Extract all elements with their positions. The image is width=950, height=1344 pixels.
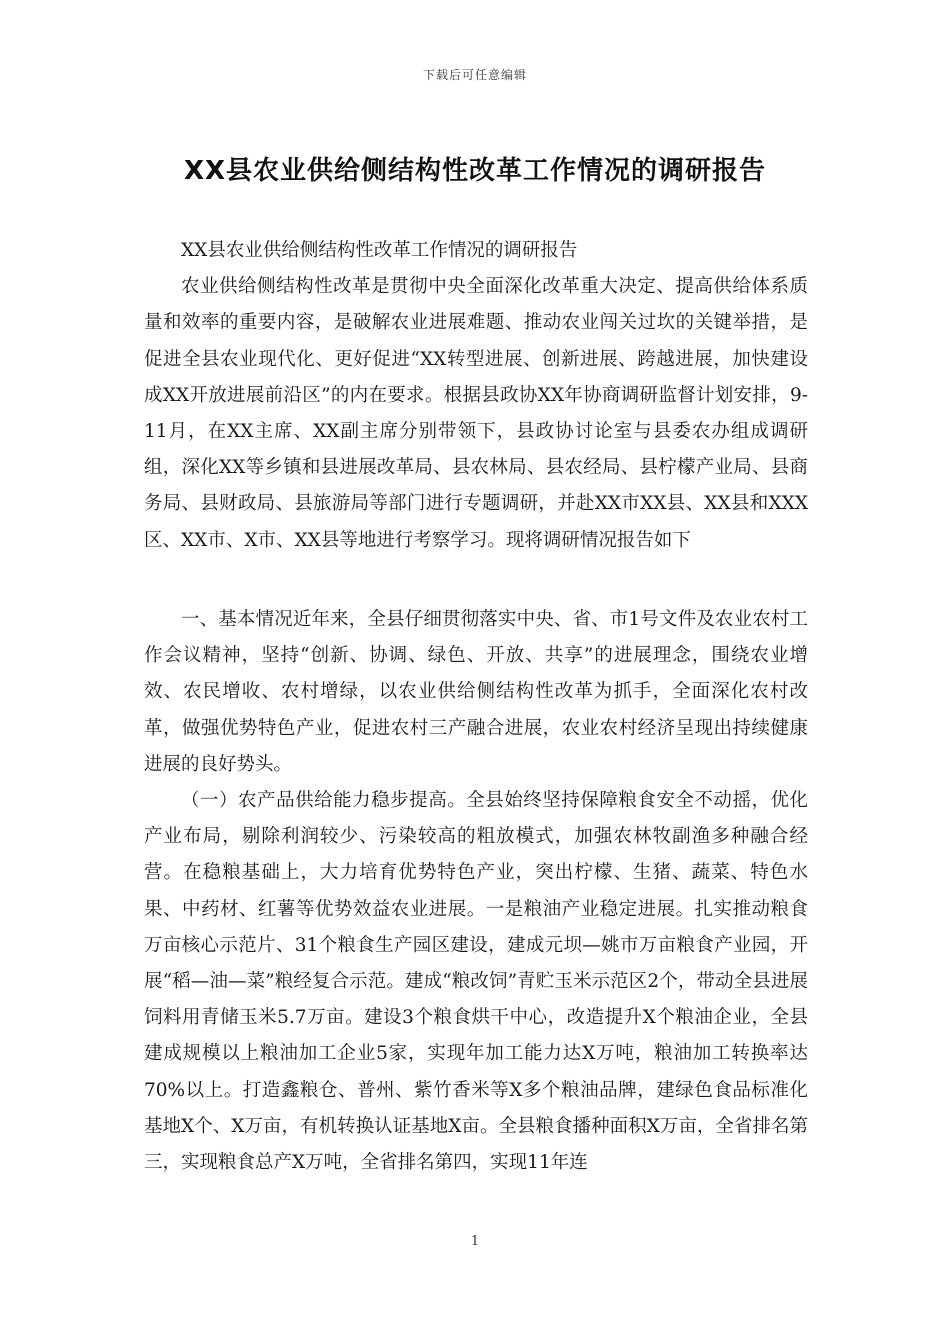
intro-paragraph: 农业供给侧结构性改革是贯彻中央全面深化改革重大决定、提高供给体系质量和效率的重要内容，是破解农业进展难题、推动农业闯关过坎的关键举措，是促进全县农业现代化、更好促进“XX转型进展、创新进展、跨越进展，加快建设成XX开放进展前沿区”的内在要求。根据县政协XX年协商调研监督计划安排，9-11月，在XX主席、XX副主席分别带领下，县政协讨论室与县委农办组成调研组，深化XX等乡镇和县进展改革局、县农林局、县农经局、县柠檬产业局、县商务局、县财政局、县旅游局等部门进行专题调研，并赴XX市XX县、XX县和XXX区、XX市、X市、XX县等地进行考察学习。现将调研情况报告如下 <box>144 276 808 551</box>
section-block <box>144 602 808 1181</box>
basic-situation-paragraph: 一、基本情况近年来，全县仔细贯彻落实中央、省、市1号文件及农业农村工作会议精神，坚持“创新、协调、绿色、开放、共享”的进展理念，围绕农业增效、农民增收、农村增绿，以农业供给侧结构性改革为抓手，全面深化农村改革，做强优势特色产业，促进农村三产融合进展，农业农村经济呈现出持续健康进展的良好势头。 <box>144 609 808 775</box>
intro-block <box>144 233 808 559</box>
subtitle-paragraph: XX县农业供给侧结构性改革工作情况的调研报告 <box>181 240 578 261</box>
page-number: 1 <box>470 1234 480 1249</box>
supply-capacity-paragraph: （一）农产品供给能力稳步提高。全县始终坚持保障粮食安全不动摇，优化产业布局，剔除利润较少、污染较高的粗放模式，加强农林牧副渔多种融合经营。在稳粮基础上，大力培育优势特色产业，突出柠檬、生猪、蔬菜、特色水果、中药材、红薯等优势效益农业进展。一是粮油产业稳定进展。扎实推动粮食万亩核心示范片、31个粮食生产园区建设，建成元坝—姚市万亩粮食产业园，开展“稻—油—菜”粮经复合示范。建成“粮改饲”青贮玉米示范区2个，带动全县进展饲料用青储玉米5.7万亩。建设3个粮食烘干中心，改造提升X个粮油企业，全县建成规模以上粮油加工企业5家，实现年加工能力达X万吨，粮油加工转换率达70%以上。打造鑫粮仓、普州、紫竹香米等X多个粮油品牌，建绿色食品标准化基地X个、X万亩，有机转换认证基地X亩。全县粮食播种面积X万亩，全省排名第三，实现粮食总产X万吨，全省排名第四，实现11年连 <box>144 790 808 1174</box>
document-title: XX县农业供给侧结构性改革工作情况的调研报告 <box>183 156 767 186</box>
page-header-note: 下载后可任意编辑 <box>422 68 527 82</box>
